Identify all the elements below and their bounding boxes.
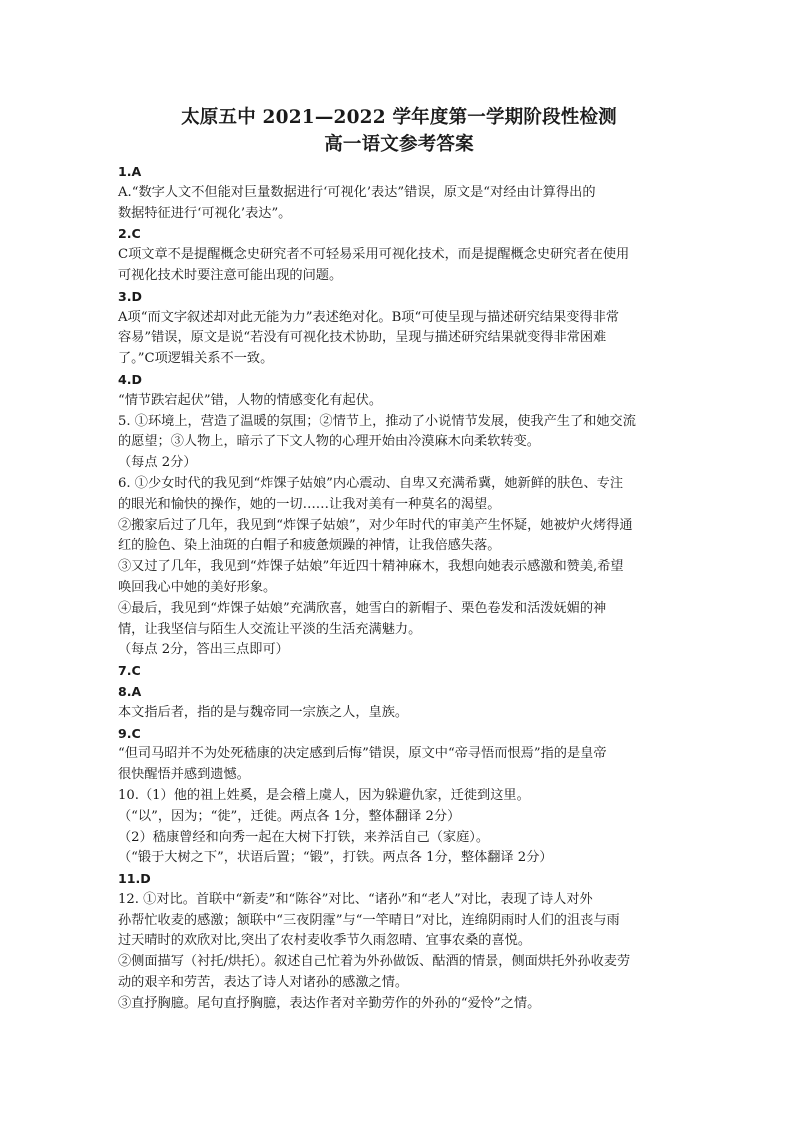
answer-sheet <box>118 104 680 1015</box>
answer-line: （每点 2分，答出三点即可） <box>118 642 289 658</box>
answer-line: ③又过了几年，我见到“炸馃子姑娘”年近四十精神麻木，我想向她表示感激和赞美,希望 <box>118 559 624 575</box>
answer-line: 本文指后者，指的是与魏帝同一宗族之人，皇族。 <box>118 704 409 720</box>
answer-line: C项文章不是提醒概念史研究者不可轻易采用可视化技术，而是提醒概念史研究者在使用 <box>118 247 630 263</box>
answer-line: （2）嵇康曾经和向秀一起在大树下打铁，来养活自己（家庭）。 <box>118 829 490 845</box>
answer-line: （“锻于大树之下”，状语后置；“锻”，打铁。两点各 1分，整体翻译 2分） <box>118 850 553 866</box>
answer-line: 容易”错误，原文是说“若没有可视化技术协助，呈现与描述研究结果就变得非常困难 <box>118 330 607 346</box>
answer-line: ②搬家后过了几年，我见到“炸馃子姑娘”，对少年时代的审美产生怀疑，她被炉火烤得通 <box>118 517 633 533</box>
answer-line: 6. ①少女时代的我见到“炸馃子姑娘”内心震动、自卑又充满希冀，她新鲜的肤色、专注 <box>118 475 624 491</box>
answer-line: ③直抒胸臆。尾句直抒胸臆，表达作者对辛勤劳作的外孙的“爱怜”之情。 <box>118 995 541 1011</box>
question-number: 9.C <box>118 725 141 741</box>
answer-line: 唤回我心中她的美好形象。 <box>118 579 277 595</box>
answer-line: 孙帮忙收麦的感激；颔联中“三夜阴霪”与“一竿晴日”对比，连绵阴雨时人们的沮丧与雨 <box>118 912 620 928</box>
document-title: 太原五中 2021—2022 学年度第一学期阶段性检测 <box>181 107 617 128</box>
answer-line: 12. ①对比。首联中“新麦”和“陈谷”对比、“诸孙”和“老人”对比，表现了诗人对外 <box>118 891 593 907</box>
answer-line: 红的脸色、染上油斑的白帽子和疲惫烦躁的神情，让我倍感失落。 <box>118 538 501 554</box>
answer-line: ②侧面描写（衬托/烘托）。叙述自己忙着为外孙做饭、酤酒的情景，侧面烘托外孙收麦劳 <box>118 954 631 970</box>
question-number: 3.D <box>118 288 143 304</box>
answer-line: 动的艰辛和劳苦，表达了诗人对诸孙的感激之情。 <box>118 975 409 991</box>
question-number: 11.D <box>118 871 151 887</box>
answer-line: ④最后，我见到“炸馃子姑娘”充满欣喜，她雪白的新帽子、栗色卷发和活泼妩媚的神 <box>118 600 607 616</box>
answer-line: A.“数字人文不但能对巨量数据进行‘可视化’表达”错误，原文是“对经由计算得出的 <box>118 184 596 200</box>
document-subtitle: 高一语文参考答案 <box>324 134 474 155</box>
answer-line: “但司马昭并不为处死嵇康的决定感到后悔”错误，原文中“帝寻悟而恨焉”指的是皇帝 <box>118 746 607 762</box>
answer-line: “情节跌宕起伏”错，人物的情感变化有起伏。 <box>118 392 383 408</box>
answer-line: 过天晴时的欢欣对比,突出了农村麦收季节久雨忽晴、宜事农桑的喜悦。 <box>118 933 532 949</box>
question-number: 7.C <box>118 663 141 679</box>
question-number: 1.A <box>118 164 142 179</box>
answer-line: 了。”C项逻辑关系不一致。 <box>118 351 274 367</box>
answer-line: 5. ①环境上，营造了温暖的氛围；②情节上，推动了小说情节发展，使我产生了和她交流 <box>118 413 636 429</box>
answer-line: （“以”，因为；“徙”，迁徙。两点各 1分，整体翻译 2分） <box>118 808 461 824</box>
answer-content <box>118 162 680 1015</box>
answer-line: A项“而文字叙述却对此无能为力”表述绝对化。B项“可使呈现与描述研究结果变得非常 <box>118 309 619 325</box>
question-number: 8.A <box>118 683 142 699</box>
answer-line: 10.（1）他的祖上姓奚，是会稽上虞人，因为躲避仇家，迁徙到这里。 <box>118 787 530 803</box>
answer-line: 很快醒悟并感到遗憾。 <box>118 767 250 783</box>
answer-line: 的眼光和愉快的操作，她的一切……让我对美有一种莫名的渴望。 <box>118 496 501 512</box>
answer-line: 的愿望；③人物上，暗示了下文人物的心理开始由冷漠麻木向柔软转变。 <box>118 434 540 450</box>
answer-line: 数据特征进行‘可视化’表达”。 <box>118 205 292 221</box>
answer-line: （每点 2分） <box>118 455 197 471</box>
answer-line: 可视化技术时要注意可能出现的问题。 <box>118 267 343 283</box>
answer-line: 情，让我坚信与陌生人交流让平淡的生活充满魅力。 <box>118 621 422 637</box>
question-number: 2.C <box>118 226 141 242</box>
question-number: 4.D <box>118 371 143 387</box>
